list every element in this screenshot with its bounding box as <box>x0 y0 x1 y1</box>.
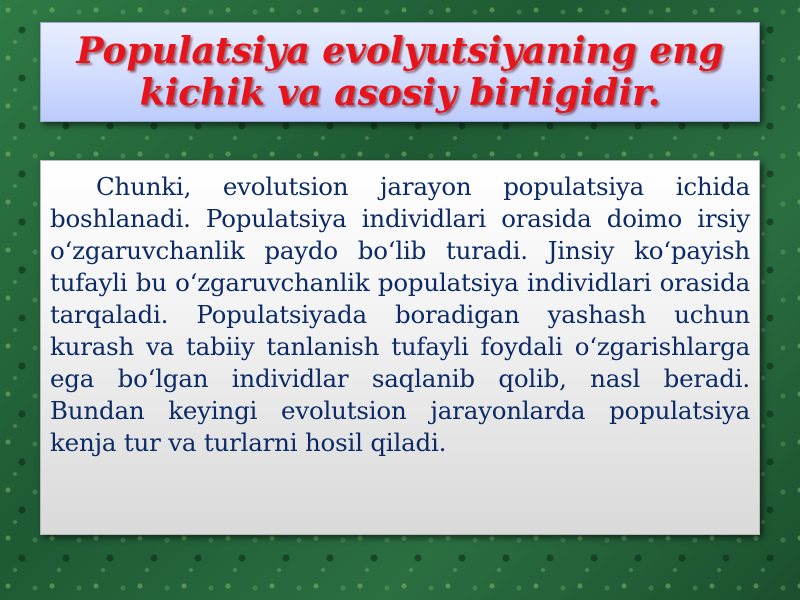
slide-title: Populatsiya evolyutsiyaning eng kichik va asosiy birligidir. <box>76 30 724 114</box>
body-paragraph: Chunki, evolutsion jarayon populatsiya ichida boshlanadi. Populatsiya individlari orasida doimo irsiy o‘zgaruvchanlik paydo bo‘lib turadi. Jinsiy ko‘payish tufayli bu o‘zgaruvchanlik populatsiya individlari orasida tarqaladi. Populatsiyada boradigan yashash uchun kurash va tabiiy tanlanish tufayli foydali o‘zgarishlarga ega bo‘lgan individlar saqlanib qolib, nasl beradi. Bundan keyingi evolutsion jarayonlarda populatsiya kenja tur va turlarni hosil qiladi. <box>50 172 750 457</box>
body-text-box <box>40 160 760 535</box>
title-box <box>40 22 760 122</box>
